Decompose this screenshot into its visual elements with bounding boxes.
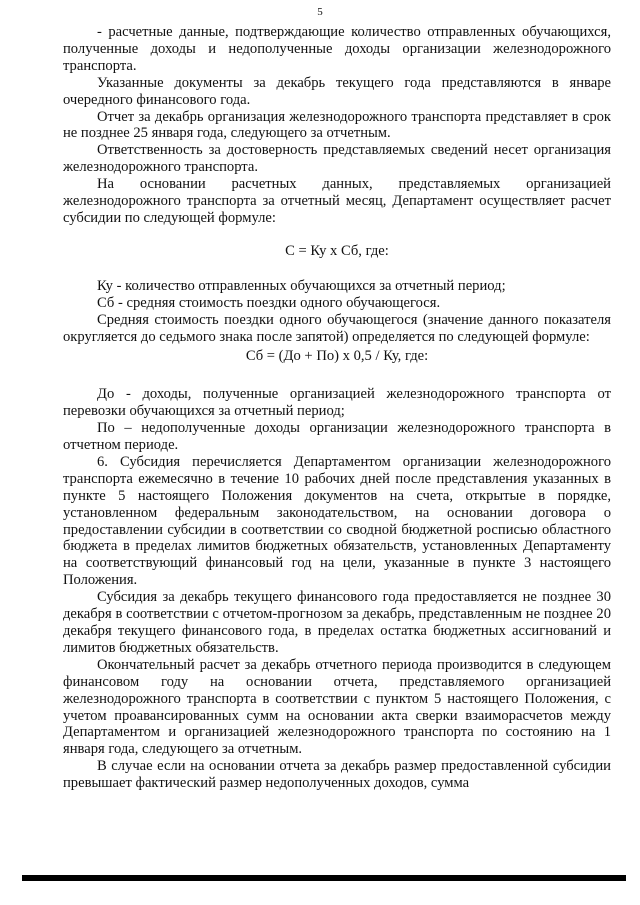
scan-bottom-edge bbox=[22, 875, 626, 881]
definition-ku: Ку - количество отправленных обучающихся за отчетный период; bbox=[97, 277, 506, 294]
paragraph-section-6: 6. Субсидия перечисляется Департаментом организации железнодорожного транспорта ежемесячно в течение 10 рабочих дней после представления указанных в пункте 5 настоящего Положения документов на счета, открытые в порядке, установленном федеральным законодательством, на основании договора о предоставлении субсидии в соответствии со сводной бюджетной росписью областного бюджета в пределах лимитов бюджетных обязательств, установленных Департаменту на соответствующий финансовый год на цели, указанные в пункте 3 настоящего Положения. bbox=[63, 453, 611, 589]
definition-po: По – недополученные доходы организации железнодорожного транспорта в отчетном периоде. bbox=[63, 420, 611, 454]
paragraph-december-report-deadline: Отчет за декабрь организация железнодорожного транспорта представляет в срок не позднее 25 января года, следующего за отчетным. bbox=[63, 108, 611, 142]
paragraph-december-documents: Указанные документы за декабрь текущего года представляются в январе очередного финансового года. bbox=[63, 74, 611, 108]
paragraph-subsidy-calculation-basis: На основании расчетных данных, представляемых организацией железнодорожного транспорта за отчетный месяц, Департамент осуществляет расчет субсидии по следующей формуле: bbox=[63, 176, 611, 226]
paragraph-responsibility: Ответственность за достоверность представляемых сведений несет организация железнодорожного транспорта. bbox=[63, 142, 611, 176]
page-number: 5 bbox=[317, 6, 323, 18]
paragraph-average-trip-cost: Средняя стоимость поездки одного обучающегося (значение данного показателя округляется до седьмого знака после запятой) определяется по следующей формуле: bbox=[63, 311, 611, 345]
paragraph-final-settlement: Окончательный расчет за декабрь отчетного периода производится в следующем финансовом году на основании отчета, представляемого организацией железнодорожного транспорта в соответствии с пунктом 5 настоящего Положения, с учетом проавансированных сумм на основании акта сверки взаиморасчетов между Департаментом и организацией железнодорожного транспорта по состоянию на 1 января года, следующего за отчетным. bbox=[63, 656, 611, 758]
paragraph-december-subsidy: Субсидия за декабрь текущего финансового года предоставляется не позднее 30 декабря в соответствии с отчетом-прогнозом за декабрь, представленным не позднее 20 декабря текущего финансового года, в пределах остатка бюджетных ассигнований и лимитов бюджетных обязательств. bbox=[63, 589, 611, 656]
paragraph-excess-subsidy: В случае если на основании отчета за декабрь размер предоставленной субсидии превышает фактический размер недополученных доходов, сумма bbox=[63, 758, 611, 792]
average-cost-formula: Сб = (До + По) х 0,5 / Ку, где: bbox=[245, 348, 429, 365]
definition-sb: Сб - средняя стоимость поездки одного обучающегося. bbox=[97, 294, 441, 311]
paragraph-calculation-data: - расчетные данные, подтверждающие количество отправленных обучающихся, полученные доходы и недополученные доходы организации железнодорожного транспорта. bbox=[63, 24, 611, 74]
document-body bbox=[63, 24, 611, 792]
subsidy-formula: С = Ку х Сб, где: bbox=[285, 242, 389, 259]
definition-do: До - доходы, полученные организацией железнодорожного транспорта от перевозки обучающихся за отчетный период; bbox=[63, 386, 611, 420]
